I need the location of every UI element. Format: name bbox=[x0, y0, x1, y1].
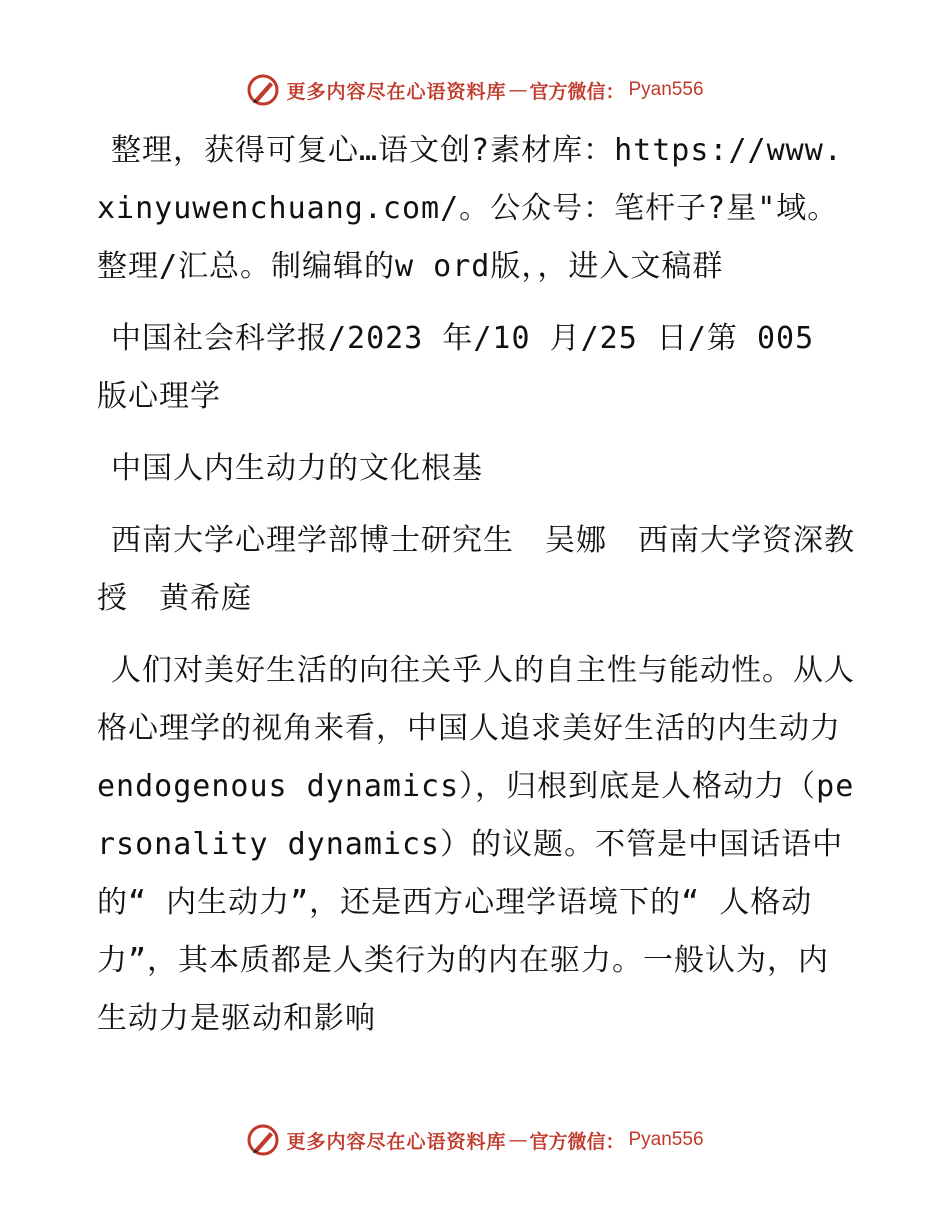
document-body bbox=[97, 122, 857, 1062]
footer-banner bbox=[0, 1120, 950, 1160]
pen-logo-icon bbox=[246, 1123, 280, 1157]
banner-label: 官方微信： bbox=[529, 1130, 625, 1153]
intro-paragraph: 整理，获得可复心…语文创?素材库：https://www.xinyuwenchuang.com/。公众号：笔杆子?星"域。整理/汇总。制编辑的w ord版，，进入文稿群 bbox=[97, 133, 843, 284]
pen-logo-icon bbox=[246, 73, 280, 107]
banner-brand: 更多内容尽在心语资料库 bbox=[286, 80, 507, 103]
banner-brand: 更多内容尽在心语资料库 bbox=[286, 1130, 507, 1153]
body-paragraph: 人们对美好生活的向往关乎人的自主性与能动性。从人格心理学的视角来看，中国人追求美好生活的内生动力 endogenous dynamics），归根到底是人格动力（personality dynamics）的议题。不管是中国话语中的“ 内生动力”，还是西方心理学语境下的“ 人格动力”，其本质都是人类行为的内在驱力。一般认为，内生动力是驱动和影响 bbox=[97, 653, 855, 1036]
source-line: 中国社会科学报/2023 年/10 月/25 日/第 005 版心理学 bbox=[97, 321, 815, 414]
header-banner bbox=[0, 70, 950, 110]
banner-handle: Pyan556 bbox=[628, 79, 704, 100]
banner-separator: — bbox=[508, 1129, 528, 1151]
article-title: 中国人内生动力的文化根基 bbox=[111, 451, 483, 486]
banner-label: 官方微信： bbox=[529, 80, 625, 103]
banner-separator: — bbox=[508, 79, 528, 101]
banner-handle: Pyan556 bbox=[628, 1129, 704, 1150]
authors-line: 西南大学心理学部博士研究生 吴娜 西南大学资深教授 黄希庭 bbox=[97, 523, 855, 616]
